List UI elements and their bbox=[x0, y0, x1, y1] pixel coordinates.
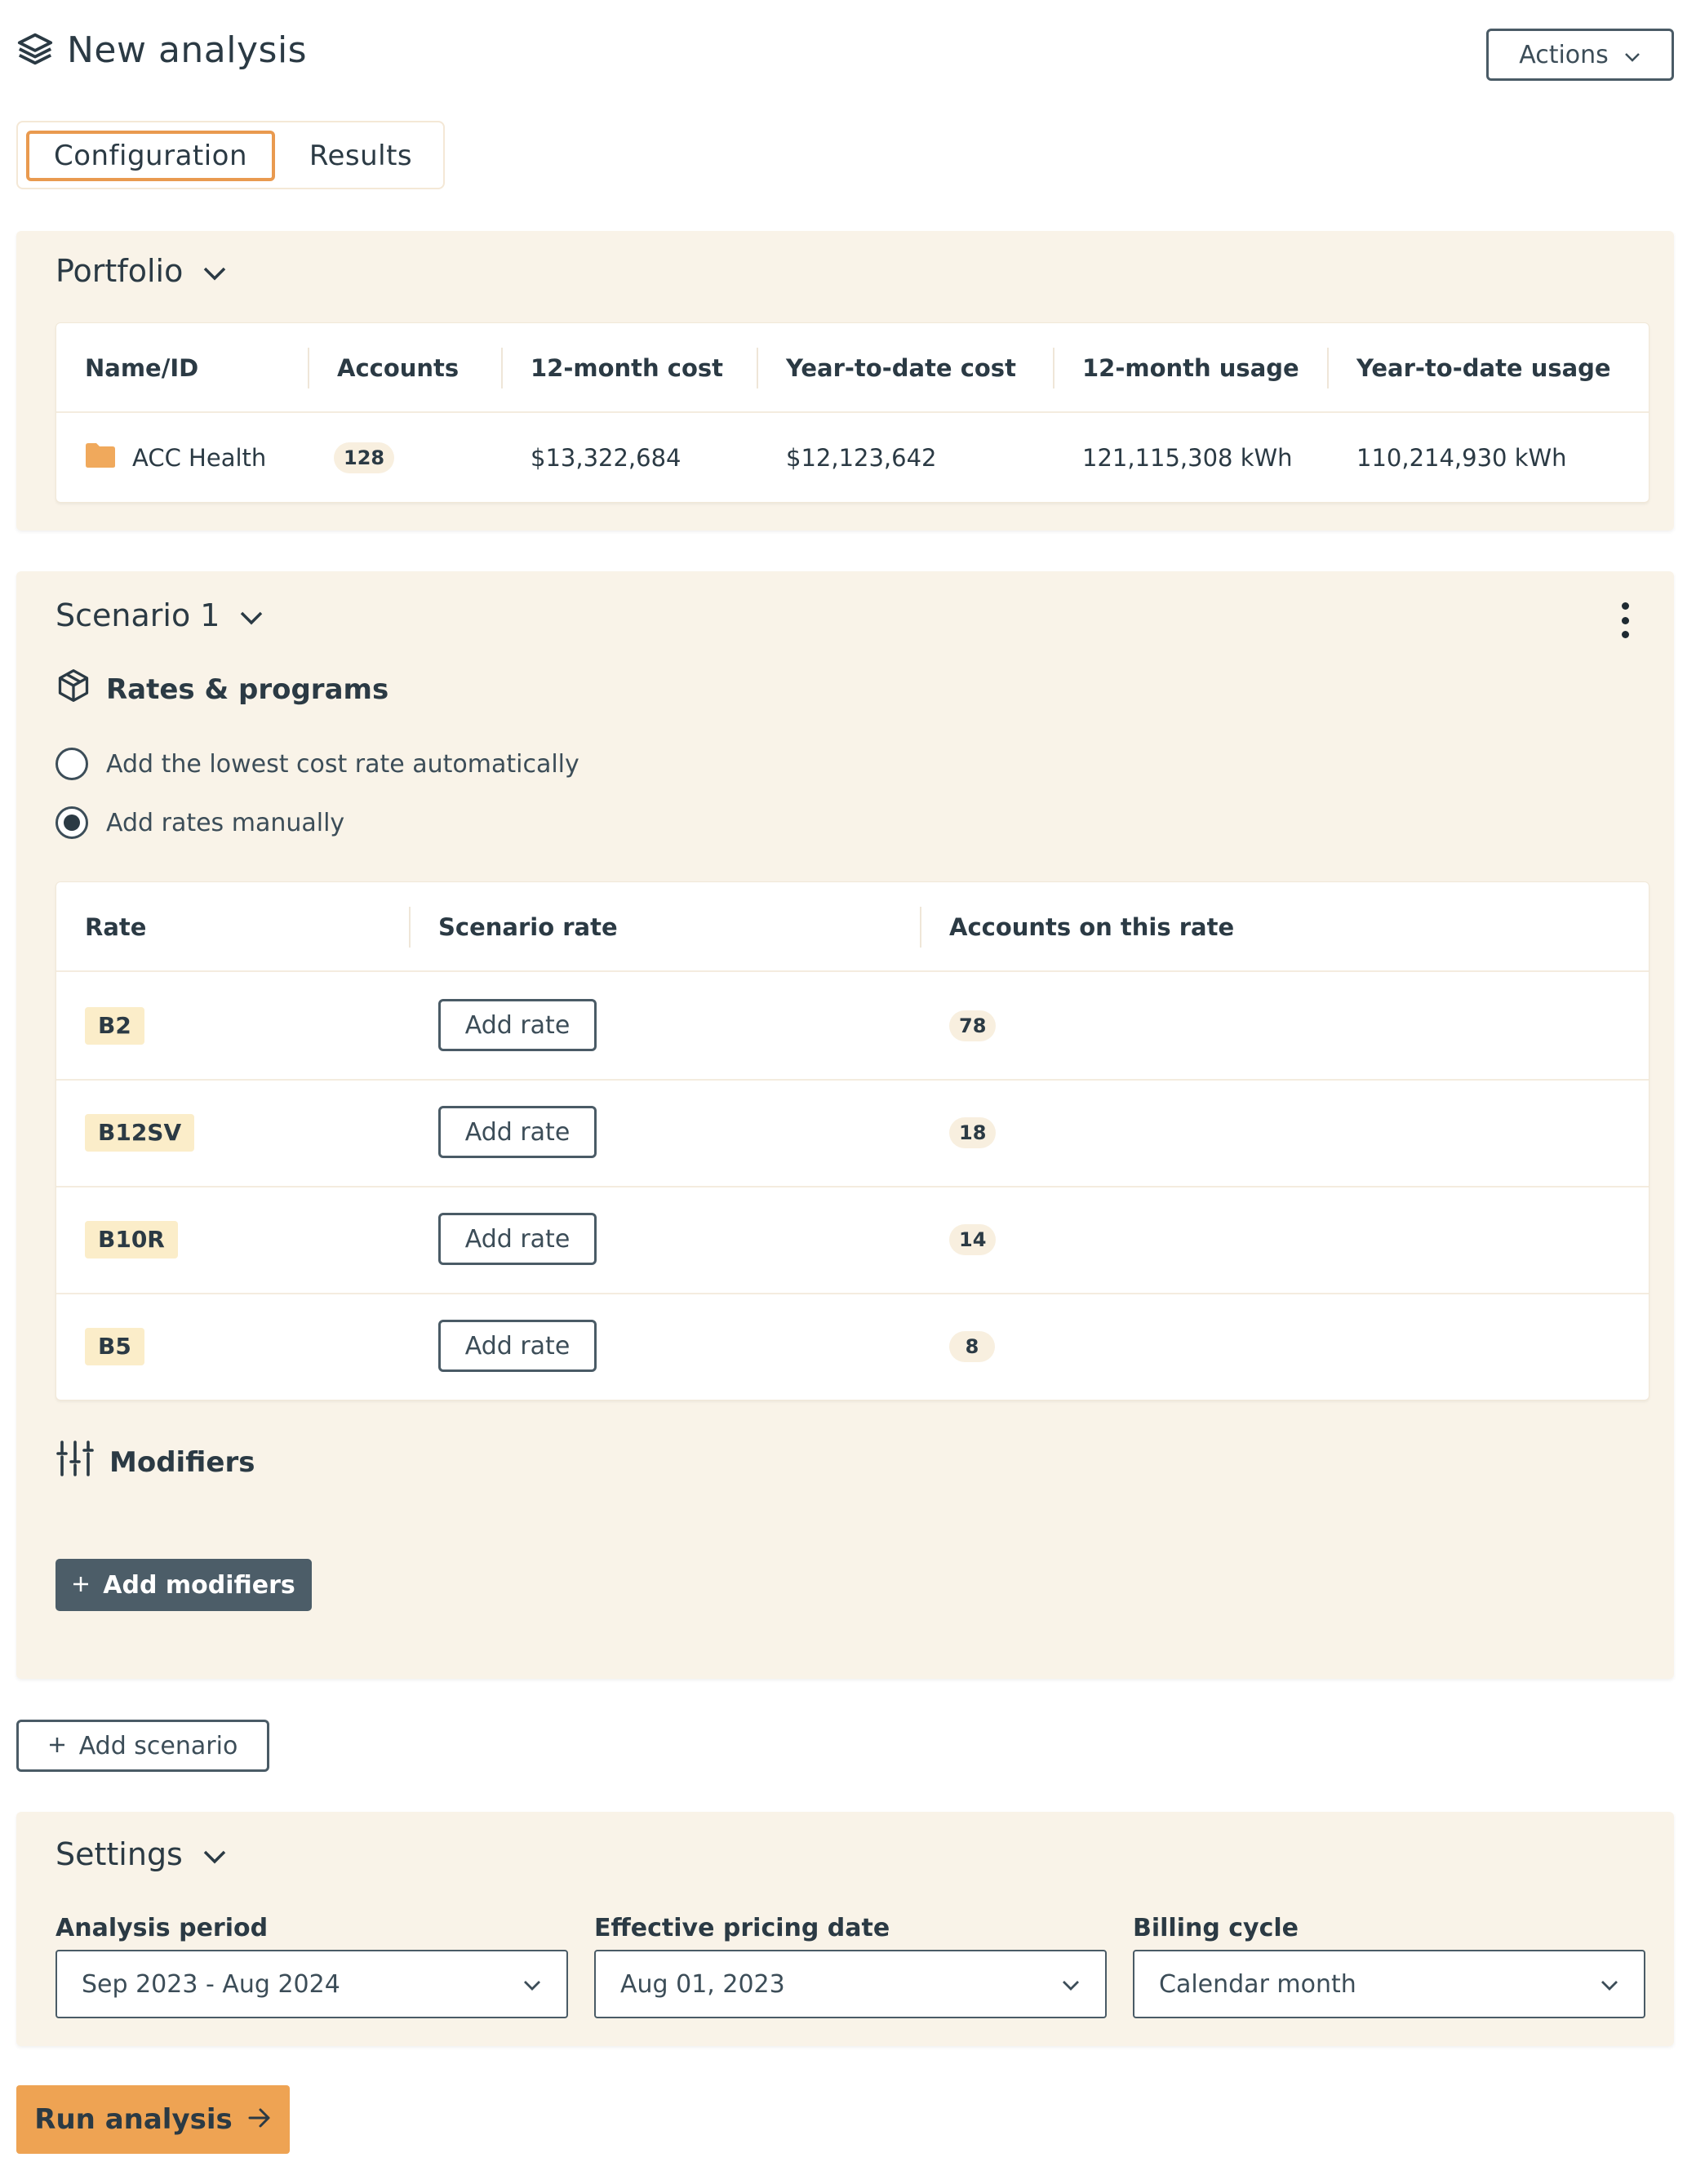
column-header: Name/ID bbox=[85, 354, 199, 382]
settings-toggle[interactable] bbox=[55, 1836, 227, 1872]
portfolio-name: ACC Health bbox=[132, 444, 267, 472]
column-header: Accounts on this rate bbox=[949, 913, 1235, 941]
run-analysis-button[interactable] bbox=[16, 2085, 290, 2154]
radio-button[interactable] bbox=[55, 748, 88, 780]
column-divider bbox=[1053, 348, 1054, 388]
add-modifiers-label: Add modifiers bbox=[103, 1570, 295, 1600]
portfolio-table-header bbox=[56, 323, 1649, 413]
scenario-card bbox=[16, 571, 1674, 1679]
scenario-toggle[interactable] bbox=[55, 597, 264, 633]
radio-label: Add the lowest cost rate automatically bbox=[106, 749, 579, 779]
cost-12m-cell: $13,322,684 bbox=[531, 444, 682, 472]
column-divider bbox=[308, 348, 309, 388]
column-divider bbox=[1327, 348, 1329, 388]
page-header bbox=[16, 24, 1674, 86]
column-divider bbox=[757, 348, 758, 388]
table-row bbox=[56, 1186, 1649, 1293]
plus-icon bbox=[72, 1571, 90, 1600]
analysis-period-select[interactable] bbox=[55, 1950, 568, 2018]
usage-ytd-cell: 110,214,930 kWh bbox=[1356, 444, 1567, 472]
effective-pricing-date-select[interactable] bbox=[594, 1950, 1107, 2018]
add-rate-button[interactable]: Add rate bbox=[438, 999, 597, 1051]
rate-tag: B10R bbox=[85, 1221, 178, 1258]
tab-results[interactable]: Results bbox=[309, 140, 413, 172]
add-rate-button[interactable]: Add rate bbox=[438, 1213, 597, 1265]
select-value: Sep 2023 - Aug 2024 bbox=[82, 1969, 340, 1999]
layers-icon bbox=[16, 30, 54, 71]
settings-heading: Settings bbox=[55, 1836, 183, 1872]
folder-icon bbox=[85, 442, 116, 474]
rate-tag: B12SV bbox=[85, 1114, 194, 1152]
table-row bbox=[56, 1293, 1649, 1400]
column-header: Scenario rate bbox=[438, 913, 618, 941]
billing-cycle-label: Billing cycle bbox=[1133, 1914, 1299, 1942]
modifiers-label: Modifiers bbox=[109, 1445, 255, 1479]
select-value: Calendar month bbox=[1159, 1969, 1356, 1999]
chevron-down-icon bbox=[239, 597, 264, 633]
chevron-down-icon bbox=[1623, 41, 1641, 69]
package-icon bbox=[55, 668, 91, 711]
usage-12m-cell: 121,115,308 kWh bbox=[1082, 444, 1293, 472]
settings-card bbox=[16, 1812, 1674, 2046]
tab-configuration[interactable]: Configuration bbox=[26, 131, 275, 181]
accounts-cell bbox=[334, 413, 394, 503]
accounts-count-badge: 78 bbox=[949, 1010, 996, 1041]
radio-lowest-cost[interactable] bbox=[55, 748, 579, 780]
column-divider bbox=[501, 348, 503, 388]
column-header: Rate bbox=[85, 913, 147, 941]
page-title: New analysis bbox=[67, 29, 308, 71]
portfolio-heading: Portfolio bbox=[55, 253, 184, 289]
table-row bbox=[56, 972, 1649, 1079]
rates-table-header bbox=[56, 882, 1649, 972]
add-modifiers-button[interactable] bbox=[55, 1559, 312, 1611]
chevron-down-icon bbox=[1061, 1970, 1081, 1999]
tab-bar bbox=[16, 121, 445, 189]
chevron-down-icon bbox=[522, 1970, 542, 1999]
rates-programs-label: Rates & programs bbox=[106, 673, 389, 706]
add-rate-button[interactable]: Add rate bbox=[438, 1320, 597, 1372]
radio-manual[interactable] bbox=[55, 806, 344, 839]
column-header: Accounts bbox=[337, 354, 460, 382]
table-row[interactable] bbox=[56, 413, 1649, 503]
effective-pricing-date-label: Effective pricing date bbox=[594, 1914, 890, 1942]
column-header: 12-month cost bbox=[531, 354, 724, 382]
arrow-right-icon bbox=[247, 2103, 272, 2136]
add-rate-button[interactable]: Add rate bbox=[438, 1106, 597, 1158]
table-row bbox=[56, 1079, 1649, 1186]
portfolio-card bbox=[16, 231, 1674, 530]
radio-selected-dot bbox=[64, 815, 80, 831]
rate-tag: B5 bbox=[85, 1328, 144, 1365]
rates-table bbox=[55, 881, 1649, 1401]
rates-programs-heading bbox=[55, 668, 388, 711]
more-options-icon[interactable] bbox=[1617, 602, 1633, 638]
actions-button[interactable] bbox=[1486, 29, 1674, 81]
analysis-period-label: Analysis period bbox=[55, 1914, 269, 1942]
accounts-count-badge: 18 bbox=[949, 1117, 996, 1148]
add-scenario-label: Add scenario bbox=[78, 1731, 238, 1760]
accounts-count-badge: 14 bbox=[949, 1224, 996, 1255]
column-header: 12-month usage bbox=[1082, 354, 1299, 382]
modifiers-heading bbox=[55, 1440, 255, 1484]
radio-button[interactable] bbox=[55, 806, 88, 839]
actions-label: Actions bbox=[1519, 40, 1609, 69]
portfolio-toggle[interactable] bbox=[55, 253, 227, 289]
scenario-heading: Scenario 1 bbox=[55, 597, 220, 633]
plus-icon bbox=[48, 1732, 66, 1760]
column-header: Year-to-date usage bbox=[1356, 354, 1611, 382]
column-divider bbox=[920, 907, 921, 948]
run-analysis-label: Run analysis bbox=[34, 2103, 233, 2136]
portfolio-name-cell bbox=[85, 413, 266, 503]
portfolio-table bbox=[55, 322, 1649, 503]
chevron-down-icon bbox=[202, 1836, 227, 1872]
billing-cycle-select[interactable] bbox=[1133, 1950, 1645, 2018]
rate-tag: B2 bbox=[85, 1007, 144, 1045]
column-divider bbox=[409, 907, 411, 948]
title-group bbox=[16, 29, 307, 71]
accounts-count-badge: 8 bbox=[949, 1331, 995, 1362]
chevron-down-icon bbox=[202, 253, 227, 289]
chevron-down-icon bbox=[1600, 1970, 1619, 1999]
sliders-icon bbox=[55, 1440, 95, 1484]
select-value: Aug 01, 2023 bbox=[620, 1969, 785, 1999]
cost-ytd-cell: $12,123,642 bbox=[786, 444, 937, 472]
radio-label: Add rates manually bbox=[106, 808, 345, 837]
accounts-count-badge: 128 bbox=[334, 442, 394, 473]
column-header: Year-to-date cost bbox=[786, 354, 1016, 382]
add-scenario-button[interactable] bbox=[16, 1720, 269, 1772]
